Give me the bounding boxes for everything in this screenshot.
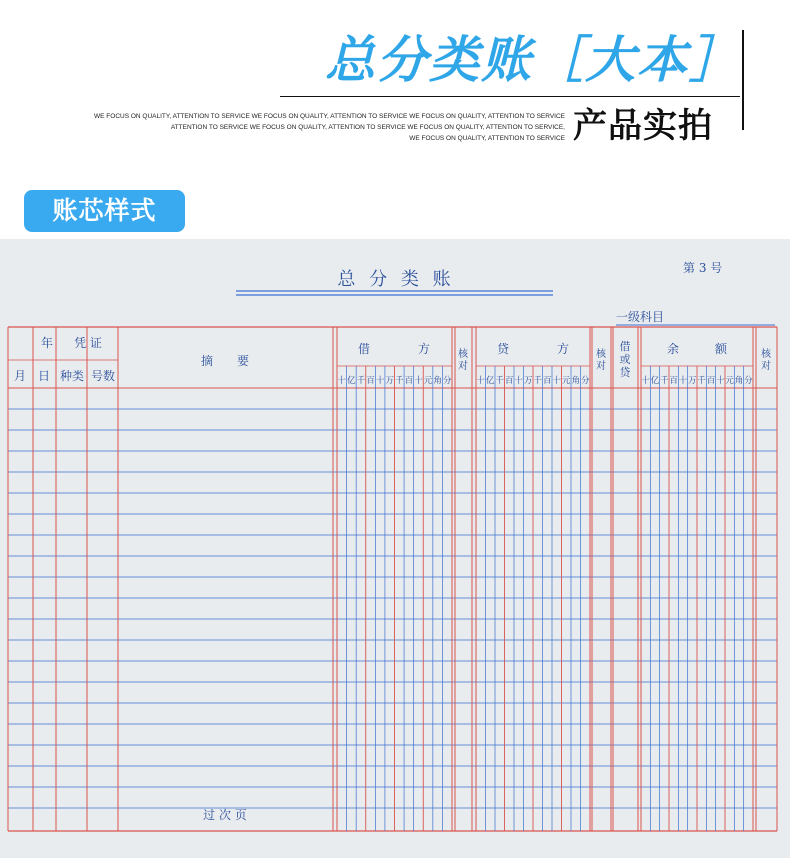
tagline-line-2: ATTENTION TO SERVICE WE FOCUS ON QUALITY, ATTENTION TO SERVICE WE FOCUS ON QUALITY, ATTENTION TO SERVICE,	[170, 124, 565, 131]
header-month: 月	[13, 369, 27, 383]
debit-digit-label: 角	[433, 376, 442, 386]
header-debit-or-credit: 贷	[619, 366, 631, 379]
credit-digit-label: 分	[580, 376, 590, 386]
debit-digit-label: 百	[366, 376, 375, 386]
header-check: 对	[761, 361, 771, 372]
header-balance: 余 额	[666, 342, 728, 356]
credit-digit-label: 十	[514, 376, 524, 386]
credit-digit-label: 亿	[485, 376, 495, 386]
credit-digit-label: 十	[476, 376, 486, 386]
horizontal-rule	[280, 96, 740, 97]
header-check: 核	[596, 349, 606, 360]
credit-digit-label: 千	[495, 376, 505, 386]
credit-digit-label: 百	[504, 376, 514, 386]
header-summary: 摘 要	[200, 354, 250, 368]
credit-digit-label: 万	[523, 376, 533, 386]
credit-digit-label: 千	[533, 376, 543, 386]
header-check: 核	[458, 349, 468, 360]
balance-digit-label: 千	[660, 376, 669, 386]
credit-digit-label: 十	[552, 376, 562, 386]
balance-digit-label: 万	[688, 376, 697, 386]
footer-carry-forward: 过 次 页	[203, 808, 247, 822]
header-debit-or-credit: 或	[619, 353, 631, 366]
debit-digit-label: 十	[337, 376, 347, 386]
balance-digit-label: 十	[716, 376, 725, 386]
credit-digit-label: 元	[561, 376, 571, 386]
credit-digit-label: 百	[542, 376, 552, 386]
header-labels	[14, 335, 772, 822]
balance-digit-label: 十	[678, 376, 688, 386]
header-check: 对	[596, 361, 606, 372]
account-label: 一级科目	[616, 310, 665, 324]
credit-digit-label: 角	[571, 376, 581, 386]
debit-digit-label: 千	[356, 376, 366, 386]
header-check: 对	[458, 361, 468, 372]
balance-digit-label: 元	[725, 376, 734, 386]
header-debit: 借 方	[357, 342, 431, 356]
tagline-line-1: WE FOCUS ON QUALITY, ATTENTION TO SERVICE WE FOCUS ON QUALITY, ATTENTION TO SERVICE WE FOCUS ON QUALITY, ATTENTION TO SERVICE	[94, 113, 565, 120]
ledger-grid	[0, 239, 790, 858]
balance-digit-label: 十	[641, 376, 650, 386]
section-badge: 账芯样式	[24, 190, 185, 232]
debit-digit-label: 千	[395, 376, 404, 386]
debit-digit-label: 十	[375, 376, 385, 386]
grid-lines	[8, 327, 777, 831]
page-title: 总分类账［大本］	[325, 31, 741, 89]
debit-digit-label: 亿	[347, 376, 356, 386]
tagline-line-3: WE FOCUS ON QUALITY, ATTENTION TO SERVICE	[409, 135, 565, 142]
balance-digit-label: 角	[734, 376, 744, 386]
debit-digit-label: 元	[423, 376, 433, 386]
balance-digit-label: 百	[706, 376, 716, 386]
debit-digit-label: 万	[385, 376, 394, 386]
header-type: 种类	[59, 369, 85, 383]
header-debit-or-credit: 借	[619, 340, 631, 353]
header-check: 核	[761, 349, 771, 360]
balance-digit-label: 亿	[650, 376, 660, 386]
debit-digit-label: 十	[414, 376, 423, 386]
ledger-title: 总 分 类 账	[337, 269, 455, 290]
vertical-rule	[742, 30, 744, 130]
page-number-label: 第 3 号	[683, 261, 723, 275]
header-day: 日	[37, 369, 51, 383]
debit-digit-label: 分	[442, 376, 452, 386]
page-subtitle: 产品实拍	[573, 106, 713, 146]
header-number: 号数	[90, 369, 116, 383]
balance-digit-label: 分	[744, 376, 753, 386]
balance-digit-label: 百	[669, 376, 678, 386]
header-voucher: 凭 证	[74, 336, 102, 350]
header-year: 年	[40, 336, 54, 350]
header-credit: 贷 方	[496, 342, 570, 356]
debit-digit-label: 百	[404, 376, 414, 386]
balance-digit-label: 千	[697, 376, 706, 386]
ledger-sheet	[0, 239, 790, 858]
